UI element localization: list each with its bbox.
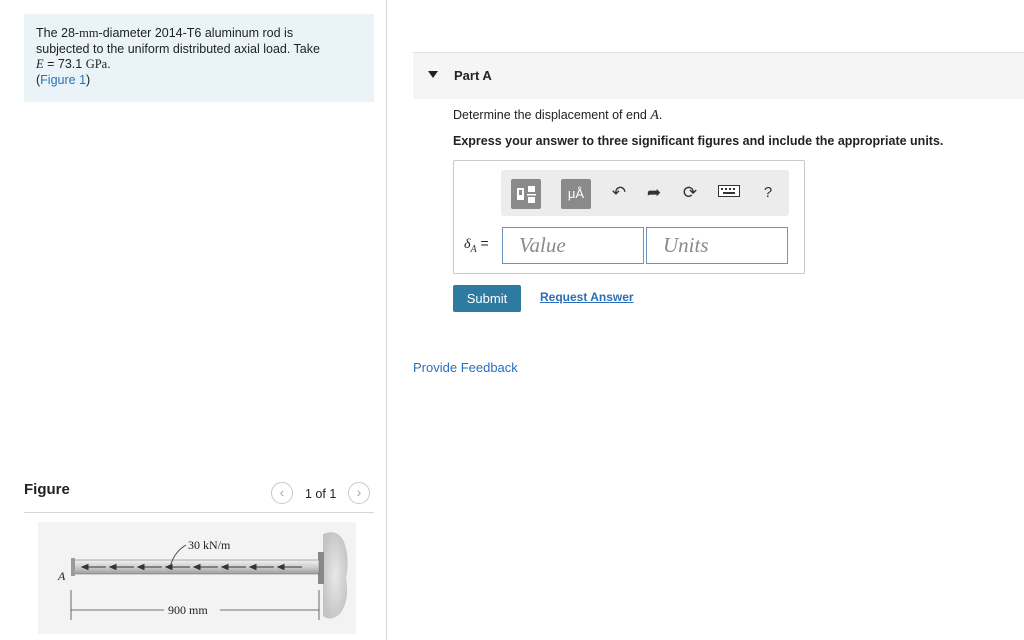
- column-divider: [386, 0, 387, 640]
- answer-variable-label: $\delta_A$ =: [464, 235, 489, 255]
- next-figure-button[interactable]: [348, 482, 370, 504]
- units-button[interactable]: μÅ: [561, 179, 591, 209]
- figure-header: [24, 478, 374, 513]
- figure-link[interactable]: Figure 1: [40, 72, 87, 87]
- value-input[interactable]: [502, 227, 644, 264]
- answer-box: [453, 160, 805, 274]
- problem-line-1: The 28-mm-diameter 2014-T6 aluminum rod is: [36, 26, 294, 40]
- units-input[interactable]: [646, 227, 788, 264]
- fixed-wall: [323, 532, 348, 618]
- question-text: Determine the displacement of end A.: [453, 108, 663, 123]
- request-answer-link[interactable]: Request Answer: [540, 290, 634, 304]
- templates-icon: [511, 179, 541, 209]
- submit-button[interactable]: Submit: [453, 285, 521, 312]
- math-toolbar: [501, 170, 789, 216]
- reset-icon[interactable]: ⟳: [682, 183, 698, 202]
- part-title: Part A: [454, 68, 492, 83]
- previous-figure-button[interactable]: [271, 482, 293, 504]
- caret-down-icon: [428, 71, 438, 78]
- answer-instructions: Express your answer to three significant figures and include the appropriate units.: [453, 134, 944, 148]
- redo-icon[interactable]: ➦: [646, 183, 662, 202]
- rod-figure: [38, 522, 356, 634]
- problem-line-3: E = 73.1 GPa.: [36, 57, 111, 71]
- undo-icon[interactable]: ↶: [611, 183, 627, 202]
- part-a-header[interactable]: [413, 52, 1024, 99]
- problem-statement: [24, 14, 374, 102]
- length-label: 900 mm: [168, 603, 208, 617]
- figure-title: Figure: [24, 481, 70, 498]
- rod-end-cap: [71, 558, 75, 576]
- load-label: 30 kN/m: [188, 538, 231, 552]
- keyboard-icon[interactable]: [717, 181, 741, 205]
- problem-line-2: subjected to the uniform distributed axial load. Take: [36, 41, 320, 56]
- chevron-right-icon: ›: [356, 484, 362, 500]
- figure-reference: (Figure 1): [36, 72, 91, 87]
- figure-page-indicator: 1 of 1: [305, 487, 337, 501]
- templates-button[interactable]: [511, 179, 541, 209]
- point-label: A: [58, 569, 66, 583]
- help-icon[interactable]: ?: [763, 184, 773, 201]
- provide-feedback-link[interactable]: Provide Feedback: [413, 360, 518, 375]
- chevron-left-icon: ‹: [279, 484, 285, 500]
